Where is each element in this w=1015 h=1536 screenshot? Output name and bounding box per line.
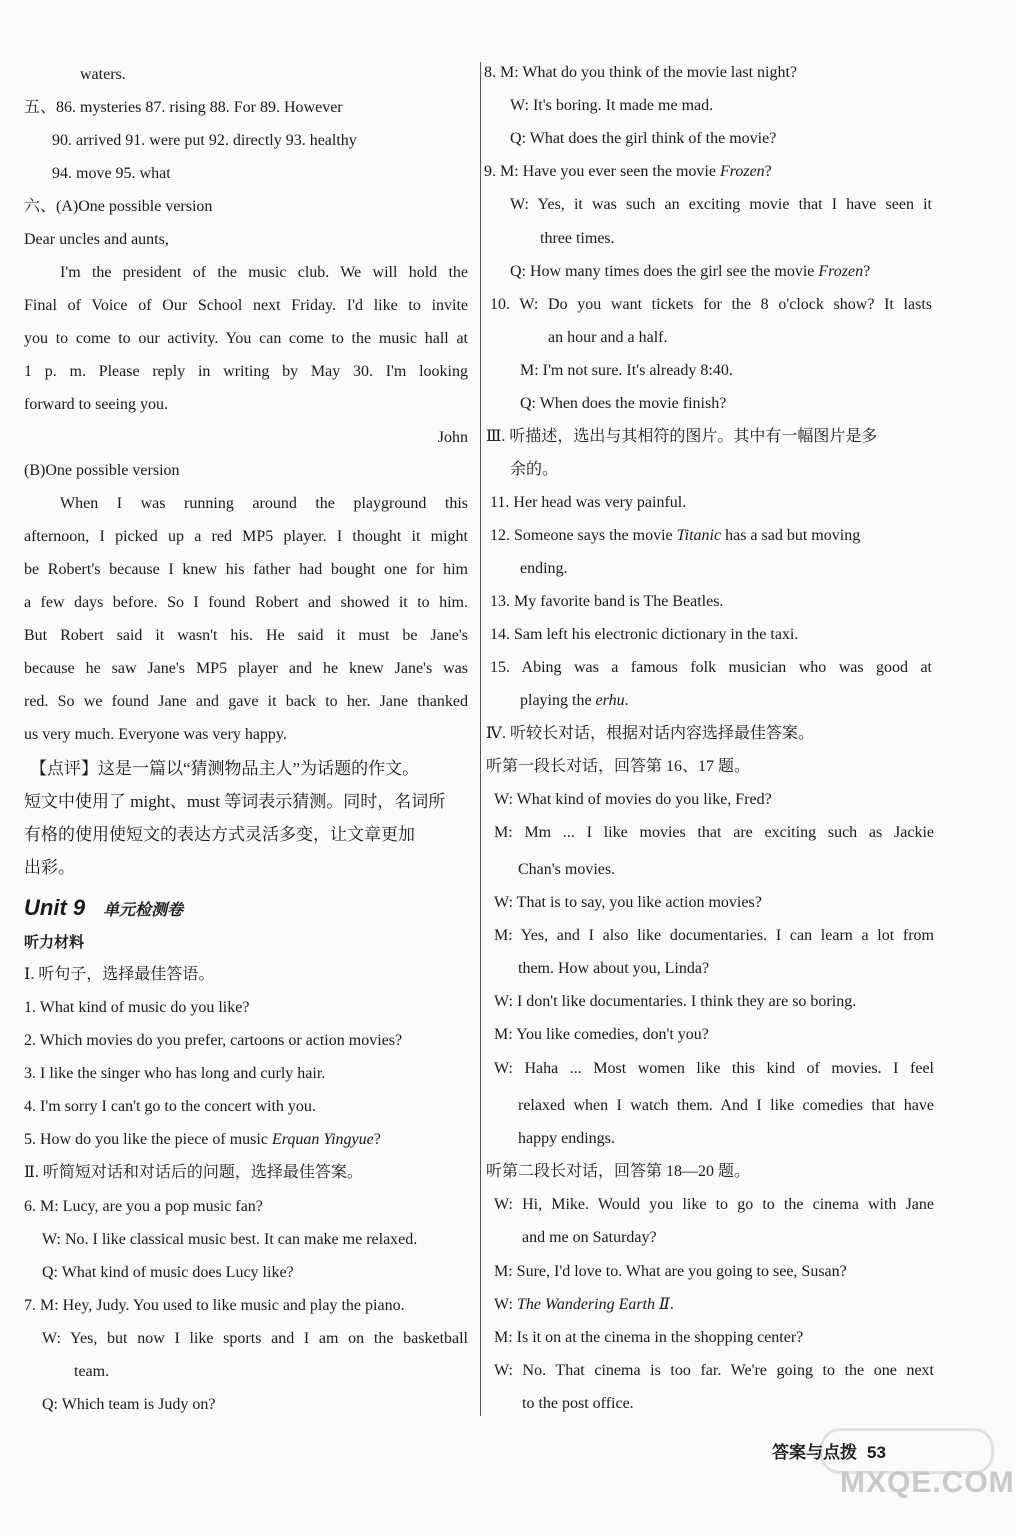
dialogue-line: Chan's movies. bbox=[518, 861, 616, 878]
dialogue-text: W: bbox=[494, 1296, 517, 1313]
answer-line: 94. move 95. what bbox=[52, 165, 171, 182]
dialogue-line: an hour and a half. bbox=[548, 329, 668, 346]
dialogue-line: to the post office. bbox=[522, 1395, 634, 1412]
movie-title: Frozen bbox=[719, 163, 765, 180]
dialogue-line: W: No. I like classical music best. It can make me relaxed. bbox=[42, 1231, 418, 1248]
dialogue-text: 9. M: Have you ever seen the movie bbox=[484, 163, 720, 180]
text-line: a few days before. So I found Robert and showed it to him. bbox=[24, 594, 468, 611]
dialogue-line: 7. M: Hey, Judy. You used to like music and play the piano. bbox=[24, 1297, 405, 1314]
text-line: afternoon, I picked up a red MP5 player. I thought it might bbox=[24, 528, 468, 545]
dialogue-line: and me on Saturday? bbox=[522, 1229, 657, 1246]
dialogue-line: them. How about you, Linda? bbox=[518, 960, 710, 977]
dialogue-line: three times. bbox=[540, 230, 615, 247]
dialogue-line bbox=[484, 161, 772, 183]
dialogue-line: W: Yes, but now I like sports and I am on the basketball bbox=[42, 1330, 468, 1347]
text-line: I'm the president of the music club. We will hold the bbox=[60, 264, 468, 281]
dialogue-line: Q: What does the girl think of the movie? bbox=[510, 130, 777, 147]
instrument-name: erhu bbox=[595, 692, 625, 709]
dialogue-text: Q: How many times does the girl see the movie bbox=[510, 263, 819, 280]
comment-line: 有格的使用使短文的表达方式灵活多变，让文章更加 bbox=[24, 825, 415, 844]
dialogue-line: 6. M: Lucy, are you a pop music fan? bbox=[24, 1198, 263, 1215]
section-heading: Ⅲ. 听描述，选出与其相符的图片。其中有一幅图片是多 bbox=[486, 428, 878, 445]
dialogue-line: M: Is it on at the cinema in the shopping center? bbox=[494, 1329, 804, 1346]
dialogue-line: W: Haha ... Most women like this kind of movies. I feel bbox=[494, 1060, 934, 1077]
unit-number: Unit 9 bbox=[24, 895, 86, 920]
comment-line: 出彩。 bbox=[24, 858, 75, 877]
punctuation: . bbox=[669, 1296, 674, 1313]
dialogue-line: W: No. That cinema is too far. We're going to the one next bbox=[494, 1362, 934, 1379]
question-line bbox=[24, 1129, 381, 1151]
question-line: 13. My favorite band is The Beatles. bbox=[490, 593, 724, 610]
punctuation: ? bbox=[764, 163, 772, 180]
text-line: red. So we found Jane and gave it back to her. Jane thanked bbox=[24, 693, 468, 710]
dialogue-line bbox=[510, 261, 870, 283]
watermark-text: MXQE.COM bbox=[840, 1466, 1015, 1499]
section-heading: Ⅰ. 听句子，选择最佳答语。 bbox=[24, 966, 215, 983]
section-heading: 听第二段长对话，回答第 18—20 题。 bbox=[486, 1163, 751, 1180]
dialogue-line: W: What kind of movies do you like, Fred? bbox=[494, 791, 772, 808]
dialogue-line: W: Yes, it was such an exciting movie that I have seen it bbox=[510, 196, 932, 213]
movie-title: The Wandering Earth Ⅱ bbox=[516, 1296, 670, 1313]
question-line: 2. Which movies do you prefer, cartoons or action movies? bbox=[24, 1032, 403, 1049]
question-line: 15. Abing was a famous folk musician who was good at bbox=[490, 659, 932, 676]
dialogue-line: M: Sure, I'd love to. What are you going to see, Susan? bbox=[494, 1263, 847, 1280]
unit-subtitle: 单元检测卷 bbox=[103, 902, 184, 919]
section-heading: 听第一段长对话，回答第 16、17 题。 bbox=[486, 758, 751, 775]
question-text: playing the bbox=[520, 692, 596, 709]
text-line: us very much. Everyone was very happy. bbox=[24, 726, 287, 743]
comment-line: 短文中使用了 might、must 等词表示猜测。同时，名词所 bbox=[24, 792, 446, 811]
music-title: Erquan Yingyue bbox=[271, 1131, 374, 1148]
dialogue-line: W: Hi, Mike. Would you like to go to the cinema with Jane bbox=[494, 1196, 934, 1213]
punctuation: . bbox=[624, 692, 629, 709]
comment-line: 【点评】这是一篇以“猜测物品主人”为话题的作文。 bbox=[30, 759, 420, 778]
question-text: 12. Someone says the movie bbox=[490, 527, 677, 544]
movie-title: Titanic bbox=[676, 527, 722, 544]
movie-title: Frozen bbox=[818, 263, 864, 280]
page-footer bbox=[772, 1438, 886, 1463]
section-heading: Ⅳ. 听较长对话，根据对话内容选择最佳答案。 bbox=[486, 725, 814, 742]
answer-line: 90. arrived 91. were put 92. directly 93. healthy bbox=[52, 132, 357, 149]
text-line: 1 p. m. Please reply in writing by May 30. I'm looking bbox=[24, 363, 468, 380]
question-line bbox=[520, 690, 629, 712]
section-heading: 余的。 bbox=[510, 461, 559, 478]
dialogue-line: M: You like comedies, don't you? bbox=[494, 1026, 709, 1043]
dialogue-line: M: I'm not sure. It's already 8:40. bbox=[520, 362, 733, 379]
section-heading: Ⅱ. 听简短对话和对话后的问题，选择最佳答案。 bbox=[24, 1164, 363, 1181]
question-line: 4. I'm sorry I can't go to the concert with you. bbox=[24, 1098, 316, 1115]
dialogue-line: M: Mm ... I like movies that are exciting such as Jackie bbox=[494, 824, 934, 841]
dialogue-line: team. bbox=[74, 1363, 110, 1380]
dialogue-line: W: That is to say, you like action movies? bbox=[494, 894, 762, 911]
dialogue-line: 10. W: Do you want tickets for the 8 o'clock show? It lasts bbox=[490, 296, 932, 313]
dialogue-line: M: Yes, and I also like documentaries. I can learn a lot from bbox=[494, 927, 934, 944]
dialogue-line: Q: Which team is Judy on? bbox=[42, 1396, 216, 1413]
dialogue-line: relaxed when I watch them. And I like comedies that have bbox=[518, 1097, 934, 1114]
question-line: 1. What kind of music do you like? bbox=[24, 999, 250, 1016]
dialogue-line: Q: What kind of music does Lucy like? bbox=[42, 1264, 294, 1281]
section-heading: (B)One possible version bbox=[24, 462, 180, 479]
answer-line: 五、86. mysteries 87. rising 88. For 89. However bbox=[24, 99, 343, 116]
column-divider bbox=[480, 62, 481, 1416]
page-number: 53 bbox=[867, 1443, 886, 1462]
text-line: waters. bbox=[80, 66, 126, 83]
question-line: ending. bbox=[520, 560, 568, 577]
letter-greeting: Dear uncles and aunts, bbox=[24, 231, 169, 248]
dialogue-line: W: I don't like documentaries. I think they are so boring. bbox=[494, 993, 857, 1010]
question-line: 11. Her head was very painful. bbox=[490, 494, 687, 511]
listening-heading: 听力材料 bbox=[24, 933, 85, 951]
question-line bbox=[490, 525, 860, 547]
text-line: be Robert's because I knew his father had bought one for him bbox=[24, 561, 468, 578]
question-text: 5. How do you like the piece of music bbox=[24, 1131, 272, 1148]
text-line: forward to seeing you. bbox=[24, 396, 168, 413]
question-text: has a sad but moving bbox=[721, 527, 861, 544]
text-line: because he saw Jane's MP5 player and he knew Jane's was bbox=[24, 660, 468, 677]
text-line: you to come to our activity. You can come to the music hall at bbox=[24, 330, 468, 347]
question-line: 14. Sam left his electronic dictionary in the taxi. bbox=[490, 626, 799, 643]
question-line: 3. I like the singer who has long and curly hair. bbox=[24, 1065, 326, 1082]
text-line: Final of Voice of Our School next Friday. I'd like to invite bbox=[24, 297, 468, 314]
letter-signature: John bbox=[437, 429, 468, 446]
dialogue-line: happy endings. bbox=[518, 1130, 615, 1147]
text-line: When I was running around the playground this bbox=[60, 495, 468, 512]
unit-title bbox=[24, 894, 183, 922]
dialogue-line: Q: When does the movie finish? bbox=[520, 395, 727, 412]
dialogue-line bbox=[494, 1294, 674, 1316]
dialogue-line: 8. M: What do you think of the movie last night? bbox=[484, 64, 797, 81]
text-line: But Robert said it wasn't his. He said it must be Jane's bbox=[24, 627, 468, 644]
dialogue-line: W: It's boring. It made me mad. bbox=[510, 97, 714, 114]
footer-label: 答案与点拨 bbox=[772, 1443, 857, 1463]
punctuation: ? bbox=[373, 1131, 381, 1148]
section-heading: 六、(A)One possible version bbox=[24, 198, 213, 215]
punctuation: ? bbox=[863, 263, 871, 280]
